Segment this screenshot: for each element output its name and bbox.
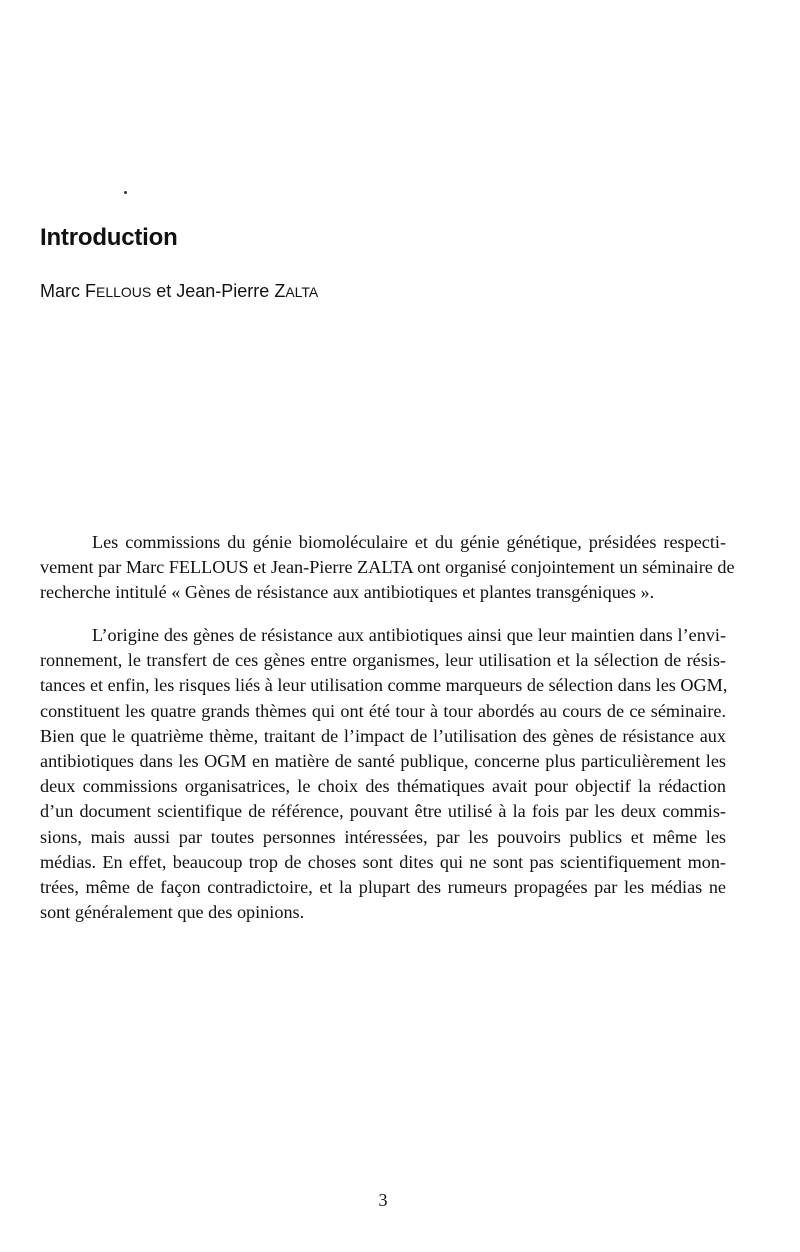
paragraph-line: sont généralement que des opinions. xyxy=(40,902,305,923)
author1-last-name-initial: F xyxy=(85,281,96,301)
page-number: 3 xyxy=(378,1190,388,1210)
author1-last-name-rest: ELLOUS xyxy=(96,284,152,300)
paragraph-line: tances et enfin, les risques liés à leur utilisation comme marqueurs de sélection dans les OGM, xyxy=(40,675,728,696)
author2-last-name-initial: Z xyxy=(274,281,286,301)
paragraph-2 xyxy=(40,623,726,925)
paragraph-line: ronnement, le transfert de ces gènes entre organismes, leur utilisation et la sélection de résis- xyxy=(40,650,726,671)
paragraph-line: L’origine des gènes de résistance aux antibiotiques ainsi que leur maintien dans l’envi- xyxy=(92,625,726,645)
author2-last-name-rest: ALTA xyxy=(285,284,319,300)
paragraph-line: Les commissions du génie biomoléculaire et du génie génétique, présidées respecti- xyxy=(92,532,726,552)
author-conjunction: et xyxy=(151,281,177,301)
paragraph-line: recherche intitulé « Gènes de résistance aux antibiotiques et plantes transgéniques ». xyxy=(40,582,655,603)
paragraph-line: vement par Marc FELLOUS et Jean-Pierre ZALTA ont organisé conjointement un séminaire de xyxy=(40,557,735,578)
paragraph-line: trées, même de façon contradictoire, et la plupart des rumeurs propagées par les médias ne xyxy=(40,877,726,898)
author2-first-name: Jean-Pierre xyxy=(176,281,275,301)
page-title: Introduction xyxy=(40,224,178,251)
scan-speck xyxy=(124,191,127,194)
paragraph-line: Bien que le quatrième thème, traitant de l’impact de l’utilisation des gènes de résistance aux xyxy=(40,725,726,746)
paragraph-line: médias. En effet, beaucoup trop de choses sont dites qui ne sont pas scientifiquement mon- xyxy=(40,851,726,872)
paragraph-line: sions, mais aussi par toutes personnes intéressées, par les pouvoirs publics et même les xyxy=(40,826,726,847)
paragraph-line: constituent les quatre grands thèmes qui ont été tour à tour abordés au cours de ce séminaire. xyxy=(40,700,726,721)
paragraph-line: deux commissions organisatrices, le choix des thématiques avait pour objectif la rédaction xyxy=(40,776,726,797)
paragraph-1 xyxy=(40,530,735,606)
paragraph-line: antibiotiques dans les OGM en matière de santé publique, concerne plus particulièrement les xyxy=(40,751,726,772)
author1-first-name: Marc xyxy=(40,281,85,301)
paragraph-line: d’un document scientifique de référence, pouvant être utilisé à la fois par les deux commis- xyxy=(40,801,726,822)
author-line xyxy=(40,279,318,304)
